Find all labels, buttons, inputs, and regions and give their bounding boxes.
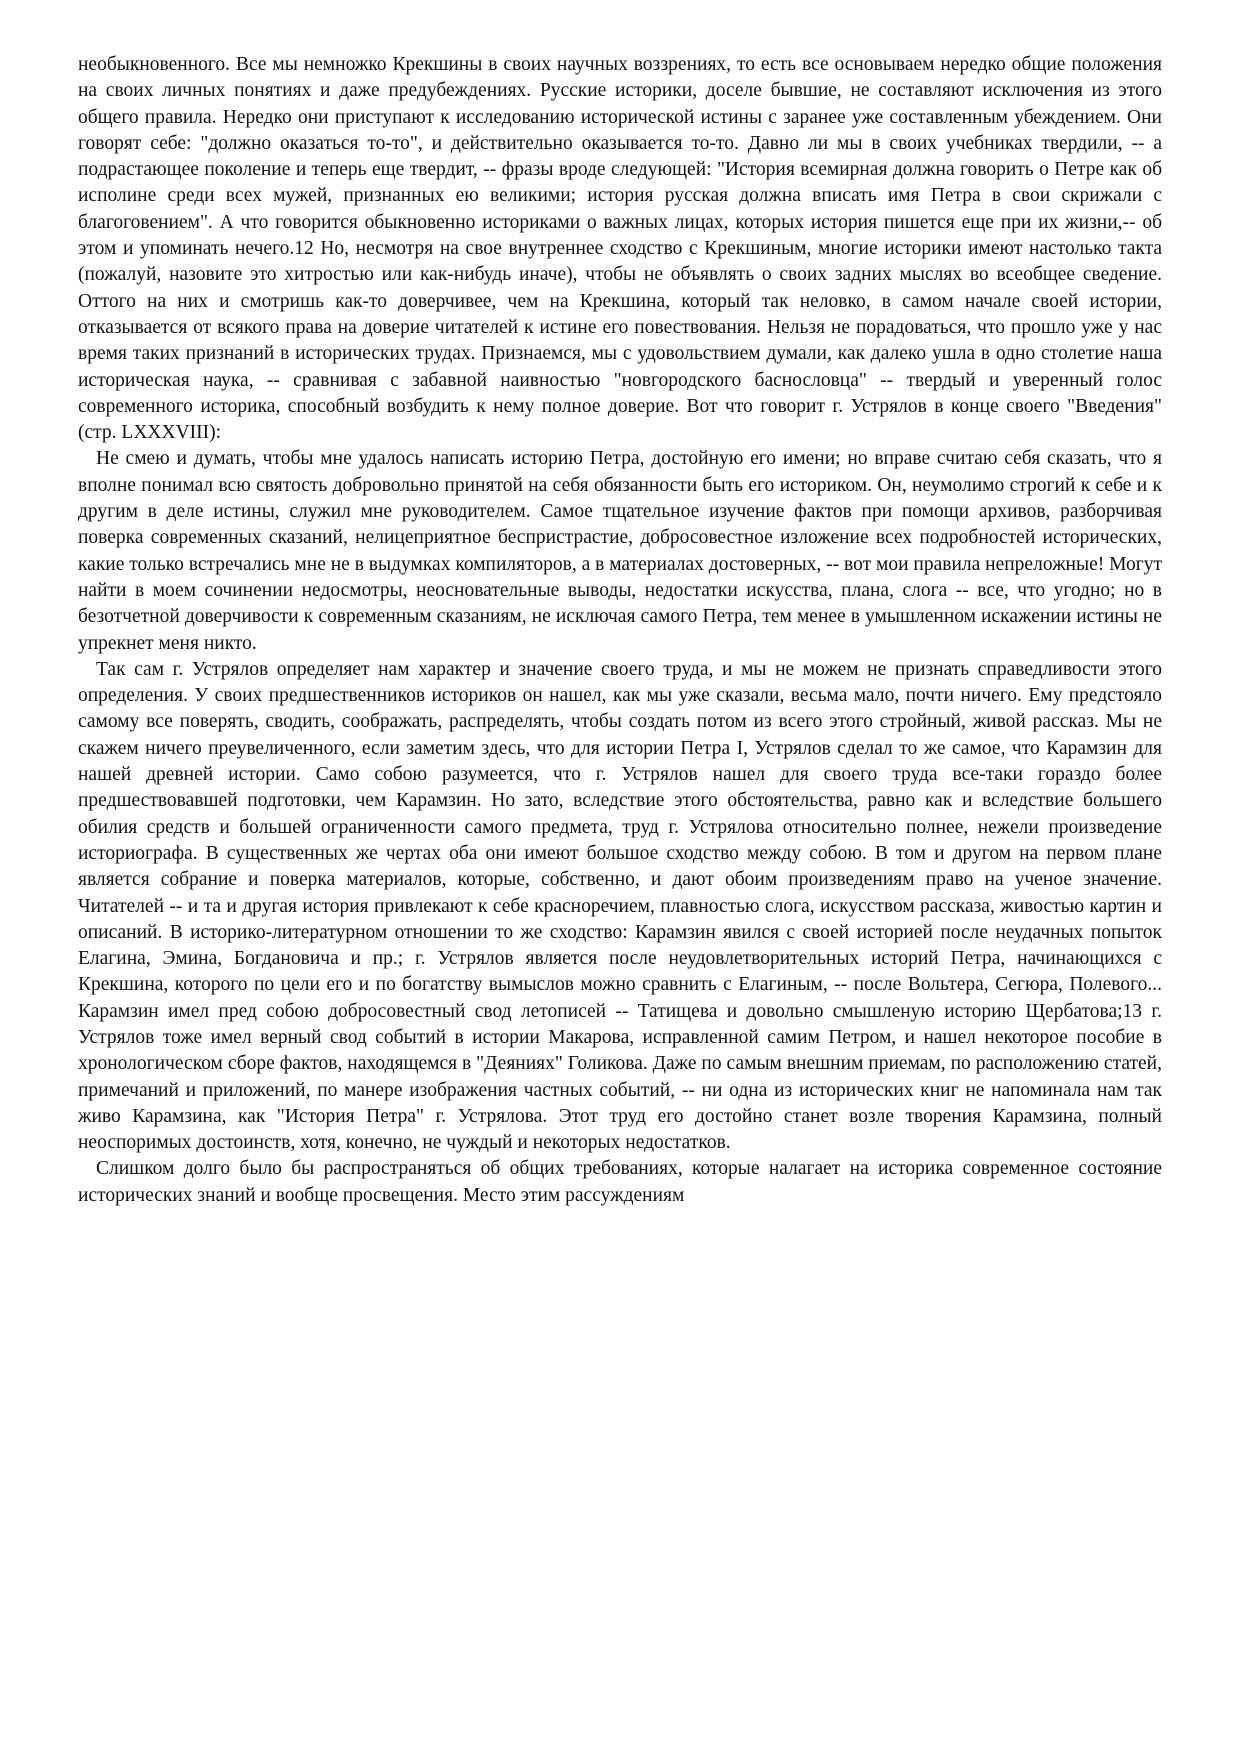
paragraph: Не смею и думать, чтобы мне удалось написать историю Петра, достойную его имени; но вправе считаю себя сказать, что я вполне понимал всю святость добровольно принятой на себя обязанности быть его историком. Он, неумолимо строгий к себе и к другим в деле истины, служил мне руководителем. Самое тщательное изучение фактов при помощи архивов, разборчивая поверка современных сказаний, нелицеприятное беспристрастие, добросовестное изложение всех подробностей исторических, какие только встречались мне не в выдумках компиляторов, а в материалах достоверных, -- вот мои правила непреложные! Могут найти в моем сочинении недосмотры, неосновательные выводы, недостатки искусства, плана, слога -- все, что угодно; но в безотчетной доверчивости к современным сказаниям, не исключая самого Петра, тем менее в умышленном искажении истины не упрекнет меня никто. — [78, 448, 1162, 654]
paragraph: Так сам г. Устрялов определяет нам характер и значение своего труда, и мы не можем не признать справедливости этого определения. У своих предшественников историков он нашел, как мы уже сказали, весьма мало, почти ничего. Ему предстояло самому все поверять, сводить, соображать, распределять, чтобы создать потом из всего этого стройный, живой рассказ. Мы не скажем ничего преувеличенного, если заметим здесь, что для истории Петра I, Устрялов сделал то же самое, что Карамзин для нашей древней истории. Само собою разумеется, что г. Устрялов нашел для своего труда все-таки гораздо более предшествовавшей подготовки, чем Карамзин. Но зато, вследствие этого обстоятельства, равно как и вследствие большего обилия средств и большей ограниченности самого предмета, труд г. Устрялова относительно полнее, нежели произведение историографа. В существенных же чертах оба они имеют большое сходство между собою. В том и другом на первом плане является собрание и поверка материалов, которые, собственно, и дают обоим произведениям право на ученое значение. Читателей -- и та и другая история привлекают к себе красноречием, плавностью слога, искусством рассказа, живостью картин и описаний. В историко-литературном отношении то же сходство: Карамзин явился с своей историей после неудачных попыток Елагина, Эмина, Богдановича и пр.; г. Устрялов является после неудовлетворительных историй Петра, начинающихся с Крекшина, которого по цели его и по богатству вымыслов можно сравнить с Елагиным, -- после Вольтера, Сегюра, Полевого... Карамзин имел пред собою добросовестный свод летописей -- Татищева и довольно смышленую историю Щербатова;13 г. Устрялов тоже имел верный свод событий в истории Макарова, исправленной самим Петром, и нашел некоторое пособие в хронологическом сборе фактов, находящемся в "Деяниях" Голикова. Даже по самым внешним приемам, по расположению статей, примечаний и приложений, по манере изображения частных событий, -- ни одна из исторических книг не напоминала нам так живо Карамзина, как "История Петра" г. Устрялова. Этот труд его достойно станет возле творения Карамзина, полный неоспоримых достоинств, хотя, конечно, не чуждый и некоторых недостатков. — [78, 658, 1162, 1154]
text-block — [78, 52, 1162, 1209]
paragraph: Слишком долго было бы распространяться об общих требованиях, которые налагает на историка современное состояние исторических знаний и вообще просвещения. Место этим рассуждениям — [78, 1158, 1162, 1206]
paragraph: необыкновенного. Все мы немножко Крекшины в своих научных воззрениях, то есть все основываем нередко общие положения на своих личных понятиях и даже предубеждениях. Русские историки, доселе бывшие, не составляют исключения из этого общего правила. Нередко они приступают к исследованию исторической истины с заранее уже составленным убеждением. Они говорят себе: "должно оказаться то-то", и действительно оказывается то-то. Давно ли мы в своих учебниках твердили, -- а подрастающее поколение и теперь еще твердит, -- фразы вроде следующей: "История всемирная должна говорить о Петре как об исполине среди всех мужей, признанных ею великими; история русская должна вписать имя Петра в свои скрижали с благоговением". А что говорится обыкновенно историками о важных лицах, которых история пишется еще при их жизни,-- об этом и упоминать нечего.12 Но, несмотря на свое внутреннее сходство с Крекшиным, многие историки имеют настолько такта (пожалуй, назовите это хитростью или как-нибудь иначе), чтобы не объявлять о своих задних мыслях во всеобщее сведение. Оттого на них и смотришь как-то доверчивее, чем на Крекшина, который так неловко, в самом начале своей истории, отказывается от всякого права на доверие читателей к истине его повествования. Нельзя не порадоваться, что прошло уже у нас время таких признаний в исторических трудах. Признаемся, мы с удовольствием думали, как далеко ушла в одно столетие наша историческая наука, -- сравнивая с забавной наивностью "новгородского баснословца" -- твердый и уверенный голос современного историка, способный возбудить к нему полное доверие. Вот что говорит г. Устрялов в конце своего "Введения" (стр. LXXXVIII): — [78, 54, 1162, 444]
